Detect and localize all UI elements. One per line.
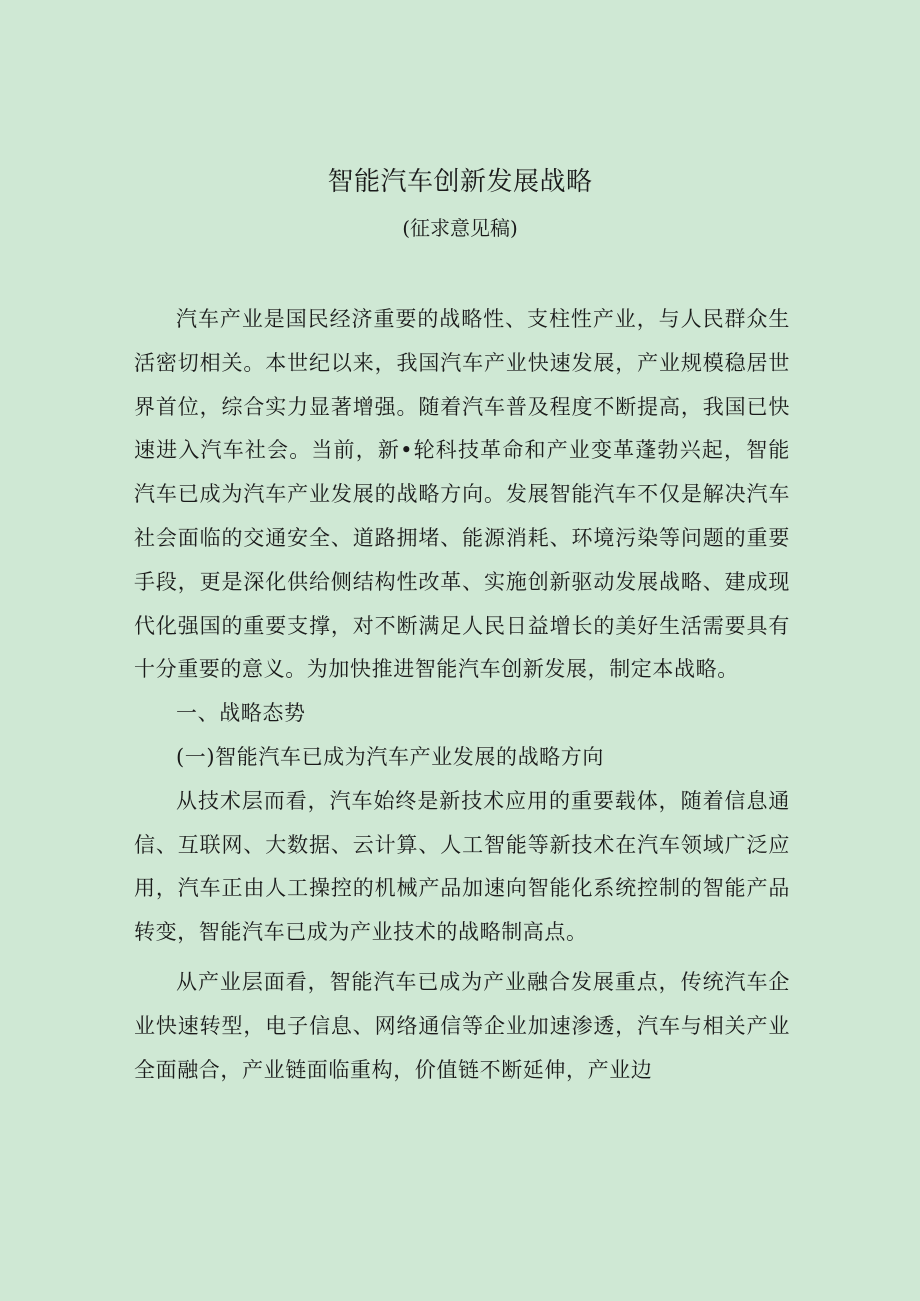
document-title: 智能汽车创新发展战略	[327, 167, 593, 197]
industry-paragraph: 从产业层面看，智能汽车已成为产业融合发展重点，传统汽车企业快速转型，电子信息、网络通信等企业加速渗透，汽车与相关产业全面融合，产业链面临重构，价值链不断延伸，产业边	[134, 969, 790, 1082]
intro-paragraph: 汽车产业是国民经济重要的战略性、支柱性产业，与人民群众生活密切相关。本世纪以来，我国汽车产业快速发展，产业规模稳居世界首位，综合实力显著增强。随着汽车普及程度不断提高，我国已快速进入汽车社会。当前，新•轮科技革命和产业变革蓬勃兴起，智能汽车已成为汽车产业发展的战略方向。发展智能汽车不仅是解决汽车社会面临的交通安全、道路拥堵、能源消耗、环境污染等问题的重要手段，更是深化供给侧结构性改革、实施创新驱动发展战略、建成现代化强国的重要支撑，对不断满足人民日益增长的美好生活需要具有十分重要的意义。为加快推进智能汽车创新发展，制定本战略。	[134, 307, 790, 682]
document-subtitle: (征求意见稿)	[402, 216, 518, 240]
document-body	[134, 298, 790, 1092]
technology-paragraph: 从技术层而看，汽车始终是新技术应用的重要载体，随着信息通信、互联网、大数据、云计算、人工智能等新技术在汽车领域广泛应用，汽车正由人工操控的机械产品加速向智能化系统控制的智能产品转变，智能汽车已成为产业技术的战略制高点。	[134, 788, 790, 945]
section-heading-strategic-situation: 一、战略态势	[176, 701, 306, 726]
subsection-heading-strategic-direction: (一)智能汽车已成为汽车产业发展的战略方向	[176, 744, 604, 769]
